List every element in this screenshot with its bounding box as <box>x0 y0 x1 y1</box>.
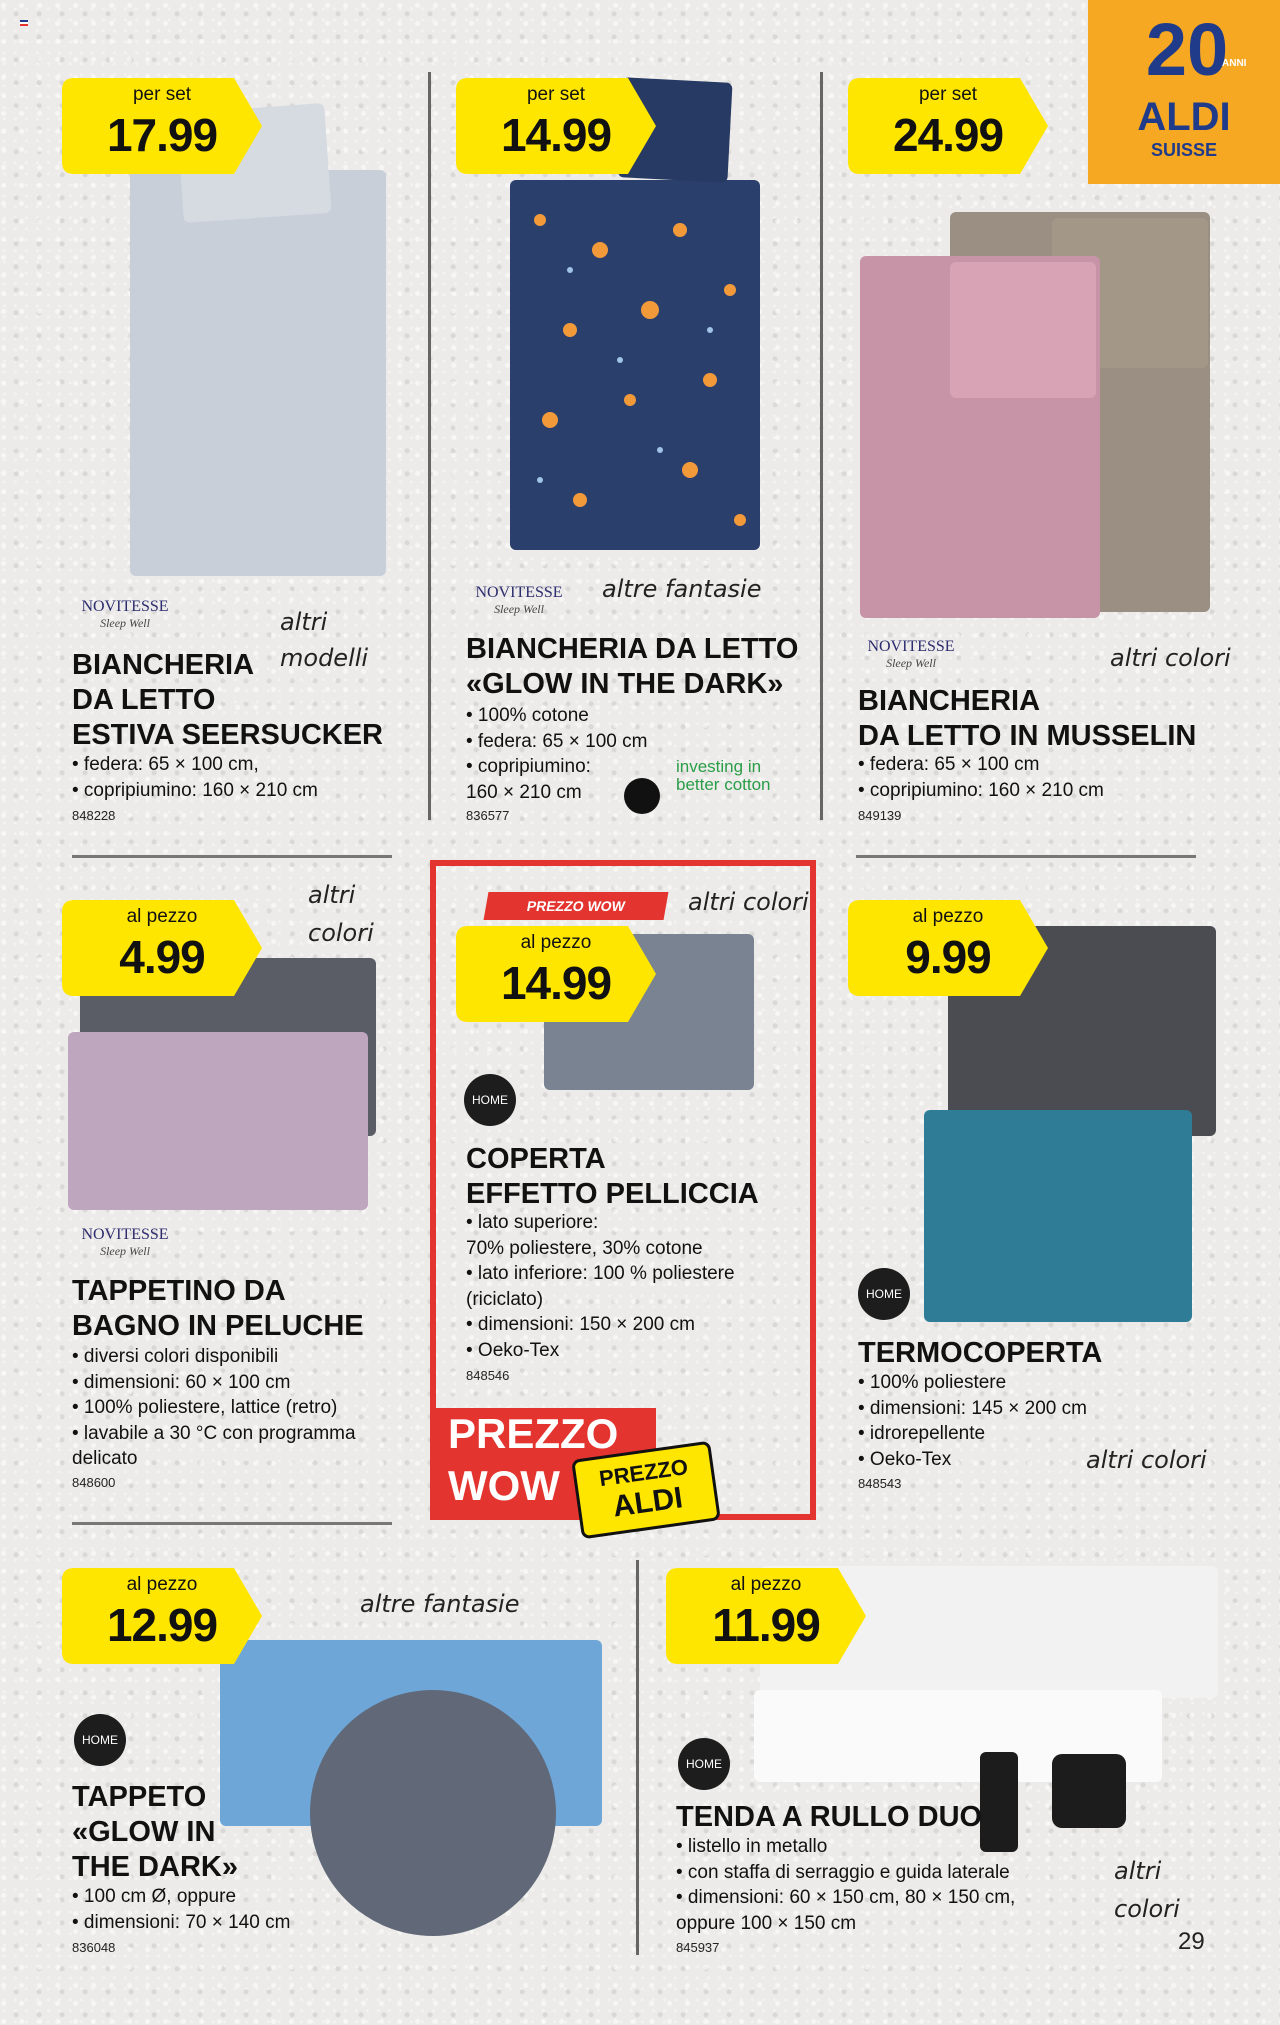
article-code: 848228 <box>72 808 116 823</box>
price-tag <box>842 892 1054 1004</box>
product-title: TENDA A RULLO DUO <box>676 1801 983 1833</box>
price-tag <box>56 892 268 1004</box>
brand-logo: NOVITESSE Sleep Well <box>81 1226 169 1258</box>
variant-note: altre fantasie <box>360 1590 520 1618</box>
variant-note: altri colori <box>688 888 809 916</box>
divider <box>72 855 392 858</box>
product-bullets: • lato superiore: 70% poliestere, 30% cotone • lato inferiore: 100 % poliestere (riciclato) • dimensioni: 150 × 200 cm • Oeko-Tex <box>466 1212 735 1361</box>
price-value: 11.99 <box>712 1599 820 1651</box>
product-title: BIANCHERIA DA LETTO ESTIVA SEERSUCKER <box>72 649 383 751</box>
divider <box>72 1522 392 1525</box>
price-label: al pezzo <box>730 1574 802 1595</box>
brand-logo: NOVITESSE Sleep Well <box>867 638 955 670</box>
price-value: 12.99 <box>106 1599 218 1651</box>
price-value: 14.99 <box>500 957 612 1009</box>
pillow-image <box>950 262 1096 398</box>
price-label: al pezzo <box>520 932 592 953</box>
price-value: 9.99 <box>905 931 991 983</box>
round-rug-image <box>310 1690 556 1936</box>
product-title: TERMOCOPERTA <box>858 1337 1103 1369</box>
variant-note: altri colori <box>1114 1857 1180 1923</box>
price-tag <box>56 1560 268 1672</box>
product-bullets: • 100% poliestere • dimensioni: 145 × 200 cm • idrorepellente • Oeko-Tex <box>858 1372 1087 1470</box>
logo-aldi: ALDI <box>1137 95 1231 139</box>
price-value: 17.99 <box>106 109 218 161</box>
variant-note: altri colori <box>1086 1446 1207 1474</box>
home-logo: HOME <box>858 1268 910 1320</box>
price-tag <box>660 1560 872 1672</box>
product-bullets: • listello in metallo • con staffa di serraggio e guida laterale • dimensioni: 60 × 150 cm, 80 × 150 cm, oppure 100 × 150 cm <box>676 1836 1016 1934</box>
product-image <box>510 180 760 550</box>
price-value: 14.99 <box>500 109 612 161</box>
flag-icon <box>20 20 28 26</box>
brand-logo: NOVITESSE Sleep Well <box>475 584 563 616</box>
product-bullets: • federa: 65 × 100 cm • copripiumino: 160 × 210 cm <box>858 754 1104 801</box>
article-code: 845937 <box>676 1940 720 1955</box>
product-bullets: • diversi colori disponibili • dimensioni: 60 × 100 cm • 100% poliestere, lattice (retro) • lavabile a 30 °C con programma delicato <box>72 1346 356 1469</box>
home-logo: HOME <box>678 1738 730 1790</box>
divider <box>820 72 823 820</box>
variant-note: altri colori <box>1110 644 1231 672</box>
price-label: al pezzo <box>912 906 984 927</box>
price-value: 4.99 <box>119 931 205 983</box>
product-image <box>924 1110 1192 1322</box>
price-tag <box>842 70 1054 182</box>
divider <box>428 72 431 820</box>
article-code: 848600 <box>72 1475 116 1490</box>
variant-note: altri colori <box>308 881 374 947</box>
product-title: TAPPETINO DA BAGNO IN PELUCHE <box>72 1275 364 1342</box>
product-image <box>68 1032 368 1210</box>
product-image <box>130 170 386 576</box>
variant-note: altre fantasie <box>602 575 762 603</box>
logo-suisse: SUISSE <box>1150 140 1218 160</box>
article-code: 836048 <box>72 1940 116 1955</box>
cotton-icon <box>624 778 660 814</box>
price-label: per set <box>526 84 586 105</box>
home-logo: HOME <box>464 1074 516 1126</box>
pattern <box>510 180 760 550</box>
product-title: COPERTA EFFETTO PELLICCIA <box>466 1143 759 1210</box>
price-tag <box>450 70 662 182</box>
product-bullets: • 100 cm Ø, oppure • dimensioni: 70 × 140 cm <box>72 1886 291 1933</box>
divider <box>636 1560 639 1955</box>
price-tag <box>450 918 662 1030</box>
home-logo: HOME <box>74 1714 126 1766</box>
prezzo-wow-banner: PREZZO WOW <box>436 1408 656 1516</box>
variant-note: altri modelli <box>280 608 369 672</box>
divider <box>856 855 1196 858</box>
product-title: BIANCHERIA DA LETTO IN MUSSELIN <box>858 685 1197 752</box>
article-code: 848543 <box>858 1476 902 1491</box>
product-bullets: • federa: 65 × 100 cm, • copripiumino: 160 × 210 cm <box>72 754 318 801</box>
price-label: per set <box>918 84 978 105</box>
aldi-logo <box>1088 0 1280 184</box>
switch-icon <box>1052 1754 1126 1828</box>
article-code: 848546 <box>466 1368 510 1383</box>
price-label: al pezzo <box>126 906 198 927</box>
price-tag <box>56 70 268 182</box>
price-value: 24.99 <box>892 109 1004 161</box>
brand-logo: NOVITESSE Sleep Well <box>81 598 169 630</box>
logo-small: ANNI <box>1222 58 1247 69</box>
prezzo-aldi-badge: PREZZO ALDI <box>571 1441 721 1540</box>
logo-number: 20 <box>1145 8 1229 91</box>
wow-badge: PREZZO WOW <box>484 892 669 920</box>
price-label: al pezzo <box>126 1574 198 1595</box>
article-code: 836577 <box>466 808 510 823</box>
price-label: per set <box>132 84 192 105</box>
better-cotton-logo: investing in better cotton <box>676 757 771 794</box>
product-title: BIANCHERIA DA LETTO «GLOW IN THE DARK» <box>466 633 799 700</box>
article-code: 849139 <box>858 808 902 823</box>
product-title: TAPPETO «GLOW IN THE DARK» <box>72 1781 238 1883</box>
product-bullets: • 100% cotone • federa: 65 × 100 cm • copripiumino: 160 × 210 cm <box>466 705 648 803</box>
page-number: 29 <box>1178 1928 1205 1955</box>
